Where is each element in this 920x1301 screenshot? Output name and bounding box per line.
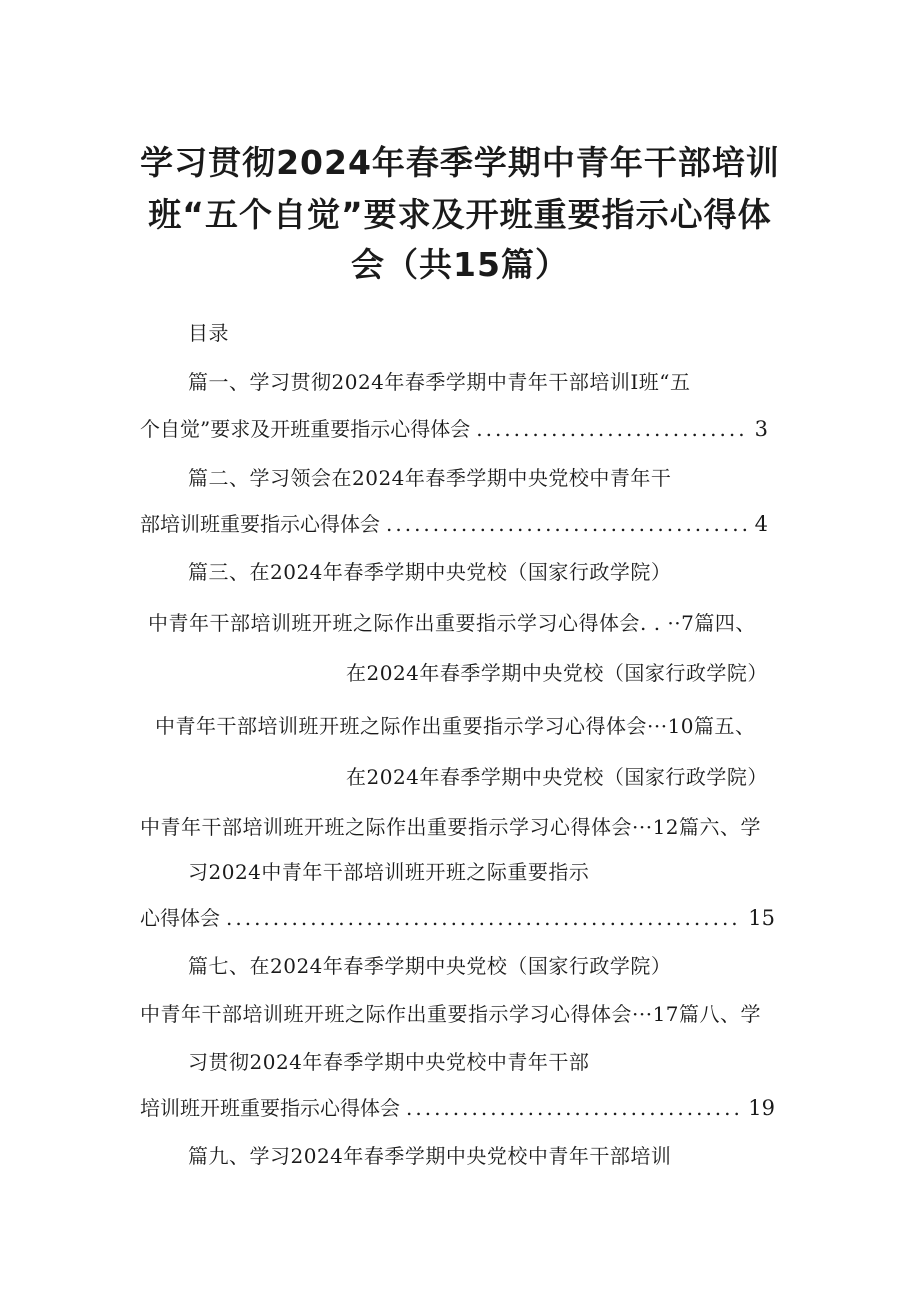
toc-line-1: 篇一、学习贯彻2024年春季学期中青年干部培训I班“五 [188, 370, 691, 394]
toc-entry-2-text: 部培训班重要指示心得体会 [140, 512, 380, 536]
toc-line-10[interactable]: 中青年干部培训班开班之际作出重要指示学习心得体会···12篇六、学 [140, 815, 762, 839]
toc-line-17: 篇九、学习2024年春季学期中央党校中青年干部培训 [188, 1144, 672, 1168]
toc-line-13: 篇七、在2024年春季学期中央党校（国家行政学院） [188, 954, 672, 978]
toc-leader-dots [386, 511, 749, 537]
toc-heading: 目录 [188, 321, 229, 345]
toc-leader-dots [226, 905, 742, 931]
toc-entry-1-text: 个自觉”要求及开班重要指示心得体会 [140, 417, 471, 441]
toc-entry-2-page: 4 [754, 512, 768, 536]
toc-line-5: 篇三、在2024年春季学期中央党校（国家行政学院） [188, 560, 672, 584]
toc-line-8[interactable]: 中青年干部培训班开班之际作出重要指示学习心得体会···10篇五、 [155, 714, 756, 738]
toc-entry-6[interactable] [140, 905, 775, 931]
toc-entry-6-text: 心得体会 [140, 906, 220, 930]
toc-entry-2[interactable] [140, 511, 768, 537]
toc-line-15: 习贯彻2024年春季学期中央党校中青年干部 [188, 1050, 590, 1074]
toc-entry-6-page: 15 [748, 906, 775, 930]
toc-line-7: 在2024年春季学期中央党校（国家行政学院） [346, 661, 768, 685]
document-title-line-3: 会（共15篇） [351, 245, 569, 284]
toc-entry-8-text: 培训班开班重要指示心得体会 [140, 1096, 400, 1120]
toc-line-3: 篇二、学习领会在2024年春季学期中央党校中青年干 [188, 466, 672, 490]
document-title-line-2: 班“五个自觉”要求及开班重要指示心得体 [148, 195, 772, 234]
toc-line-14[interactable]: 中青年干部培训班开班之际作出重要指示学习心得体会···17篇八、学 [140, 1002, 762, 1026]
toc-entry-1[interactable] [140, 416, 768, 442]
document-title-line-1: 学习贯彻2024年春季学期中青年干部培训 [140, 143, 780, 182]
toc-entry-1-page: 3 [754, 417, 768, 441]
toc-entry-8[interactable] [140, 1095, 775, 1121]
toc-leader-dots [476, 416, 748, 442]
toc-leader-dots [406, 1095, 742, 1121]
toc-entry-8-page: 19 [748, 1096, 775, 1120]
toc-line-9: 在2024年春季学期中央党校（国家行政学院） [346, 765, 768, 789]
toc-line-6[interactable]: 中青年干部培训班开班之际作出重要指示学习心得体会. . ··7篇四、 [148, 611, 756, 635]
toc-line-11: 习2024中青年干部培训班开班之际重要指示 [188, 860, 590, 884]
